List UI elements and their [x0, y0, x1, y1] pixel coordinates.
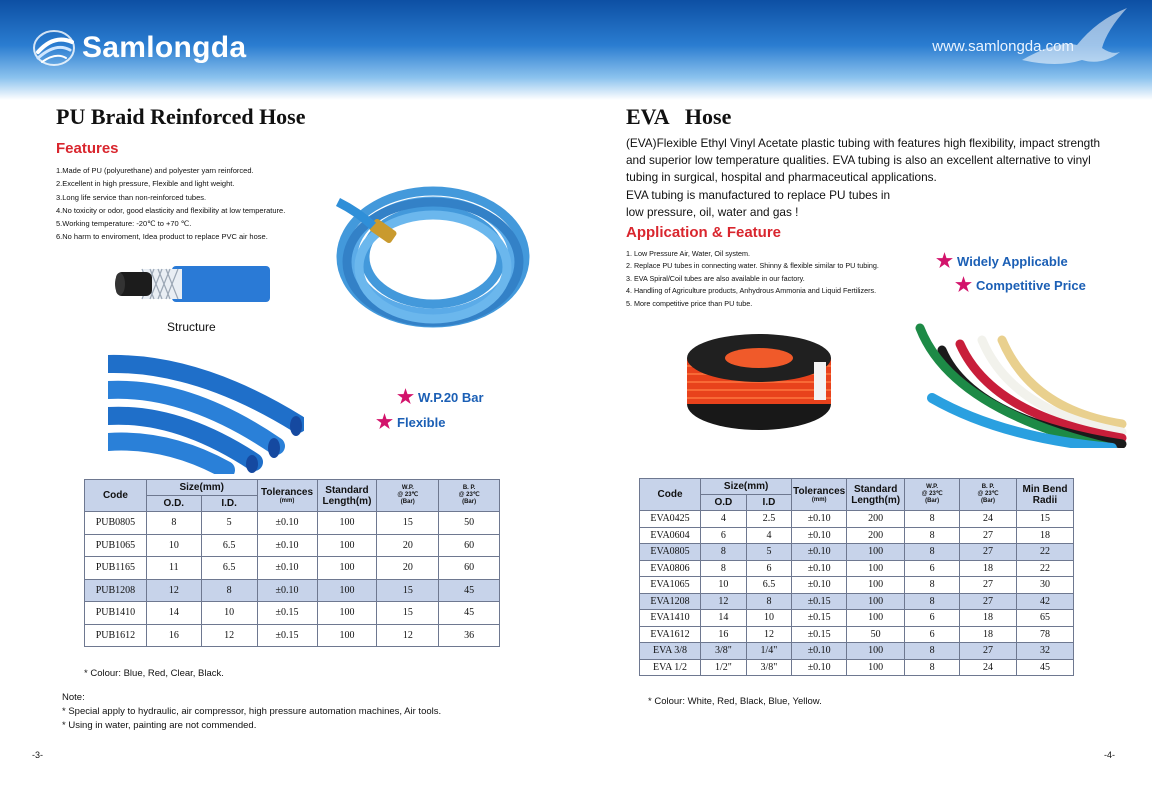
header-unit: (Bar)	[981, 498, 996, 504]
header-text: B. P.	[981, 484, 995, 490]
table-row	[85, 512, 500, 535]
table-cell: ±0.15	[792, 593, 847, 610]
table-cell: ±0.10	[792, 659, 847, 676]
table-cell: EVA0805	[640, 544, 701, 561]
brand-logo	[32, 28, 246, 68]
description-paragraph: (EVA)Flexible Ethyl Vinyl Acetate plastic tubing with features high flexibility, impact strength and superior low temperature qualities. EVA tubing is also an excellent alternative to vinyl tubing in surgical, hospital and pharmaceutical applications.	[626, 136, 1101, 185]
header-text: Length(m)	[322, 495, 372, 507]
table-cell: 100	[847, 560, 905, 577]
table-cell: 15	[377, 602, 439, 625]
application-item: 4. Handling of Agriculture products, Anhydrous Ammonia and Liquid Fertilizers.	[626, 286, 877, 296]
table-cell: ±0.10	[792, 560, 847, 577]
table-cell: 8	[146, 512, 201, 535]
table-cell: ±0.10	[792, 511, 847, 528]
table-cell: PUB1165	[85, 557, 147, 580]
column-header: O.D	[701, 495, 747, 511]
eva-description	[626, 135, 1106, 221]
table-cell: 8	[905, 544, 960, 561]
header-text: Standard	[325, 484, 369, 496]
table-row	[640, 544, 1074, 561]
table-cell: 1/4"	[746, 643, 792, 660]
table-row	[640, 610, 1074, 627]
highlight-text: Flexible	[397, 415, 446, 430]
column-header: Size(mm)	[146, 480, 257, 496]
table-cell: 100	[317, 602, 377, 625]
table-cell: 10	[146, 534, 201, 557]
table-row	[640, 527, 1074, 544]
feature-item: 5.Working temperature: -20℃ to +70 ℃.	[56, 219, 192, 229]
header-text: W.P.	[926, 484, 939, 490]
feature-item: 4.No toxicity or odor, good elasticity and flexibility at low temperature.	[56, 205, 286, 215]
table-cell: 14	[146, 602, 201, 625]
header-text: Tolerances	[260, 486, 314, 498]
table-cell: 22	[1016, 544, 1073, 561]
table-cell: 10	[201, 602, 257, 625]
table-cell: 12	[201, 624, 257, 647]
column-header	[257, 480, 317, 512]
star-icon: ★	[376, 412, 394, 433]
feature-item: 2.Excellent in high pressure, Flexible and light weight.	[56, 179, 235, 189]
eva-coloured-tubes-image	[912, 320, 1128, 448]
column-header: I.D	[746, 495, 792, 511]
table-cell: ±0.10	[257, 534, 317, 557]
table-cell: 12	[746, 626, 792, 643]
page-number-right: -4-	[1104, 750, 1115, 760]
highlight-competitive-price	[955, 276, 1086, 295]
table-cell: 10	[746, 610, 792, 627]
highlight-flexible	[376, 413, 445, 432]
table-cell: 60	[439, 557, 500, 580]
table-cell: 78	[1016, 626, 1073, 643]
header-banner	[0, 0, 1152, 100]
pu-hose-spec-table	[84, 479, 500, 647]
header-text: W.P.	[401, 485, 414, 491]
table-cell: 32	[1016, 643, 1073, 660]
header-unit: (Bar)	[400, 499, 415, 505]
header-unit: (Bar)	[462, 499, 477, 505]
table-cell: ±0.10	[792, 527, 847, 544]
header-unit: @ 23℃	[397, 492, 419, 498]
star-icon: ★	[936, 251, 954, 272]
header-unit: @ 23℃	[921, 491, 943, 497]
table-row	[640, 593, 1074, 610]
column-header: Code	[640, 479, 701, 511]
header-text: Tolerances	[793, 485, 846, 497]
header-unit: @ 23℃	[458, 492, 480, 498]
table-row	[640, 577, 1074, 594]
table-cell: 12	[701, 593, 747, 610]
table-cell: 8	[905, 659, 960, 676]
table-cell: 4	[746, 527, 792, 544]
table-cell: ±0.10	[792, 577, 847, 594]
table-cell: 8	[905, 527, 960, 544]
table-cell: 1/2"	[701, 659, 747, 676]
table-cell: EVA1208	[640, 593, 701, 610]
header-text: Min Bend	[1022, 483, 1068, 495]
table-cell: 100	[847, 643, 905, 660]
table-cell: 100	[847, 593, 905, 610]
brand-name: Samlongda	[82, 31, 247, 64]
table-cell: 6.5	[746, 577, 792, 594]
logo-swirl-icon	[32, 28, 76, 68]
table-cell: 2.5	[746, 511, 792, 528]
table-row	[640, 643, 1074, 660]
table-cell: ±0.15	[792, 626, 847, 643]
table-cell: 100	[317, 534, 377, 557]
table-cell: 45	[439, 579, 500, 602]
table-cell: 24	[960, 659, 1017, 676]
table-cell: 18	[960, 560, 1017, 577]
column-header	[905, 479, 960, 511]
table-cell: 200	[847, 511, 905, 528]
table-cell: EVA0806	[640, 560, 701, 577]
application-item: 5. More competitive price than PU tube.	[626, 298, 753, 308]
highlight-text: Widely Applicable	[957, 254, 1068, 269]
column-header: I.D.	[201, 496, 257, 512]
table-cell: 5	[746, 544, 792, 561]
table-cell: EVA1410	[640, 610, 701, 627]
pu-hose-title: PU Braid Reinforced Hose	[56, 104, 306, 129]
table-row	[640, 511, 1074, 528]
table-cell: 60	[439, 534, 500, 557]
table-cell: 6.5	[201, 534, 257, 557]
header-unit: (Bar)	[925, 498, 940, 504]
column-header: O.D.	[146, 496, 201, 512]
table-cell: PUB0805	[85, 512, 147, 535]
table-cell: ±0.15	[257, 602, 317, 625]
table-cell: EVA1065	[640, 577, 701, 594]
table-cell: 100	[847, 577, 905, 594]
table-cell: 5	[201, 512, 257, 535]
column-header	[317, 480, 377, 512]
table-cell: 20	[377, 534, 439, 557]
table-cell: ±0.15	[792, 610, 847, 627]
application-item: 1. Low Pressure Air, Water, Oil system.	[626, 249, 750, 258]
table-cell: 30	[1016, 577, 1073, 594]
table-cell: 100	[317, 624, 377, 647]
table-cell: 45	[1016, 659, 1073, 676]
feature-item: 1.Made of PU (polyurethane) and polyester yarn reinforced.	[56, 166, 254, 175]
table-cell: EVA0604	[640, 527, 701, 544]
table-cell: PUB1208	[85, 579, 147, 602]
application-item: 3. EVA Spiral/Coil tubes are also available in our factory.	[626, 273, 805, 283]
table-cell: 8	[201, 579, 257, 602]
table-cell: 65	[1016, 610, 1073, 627]
table-cell: ±0.10	[257, 579, 317, 602]
table-cell: 15	[1016, 511, 1073, 528]
table-cell: 16	[701, 626, 747, 643]
table-cell: 6	[701, 527, 747, 544]
application-heading: Application & Feature	[626, 224, 782, 241]
table-cell: 14	[701, 610, 747, 627]
table-cell: 12	[146, 579, 201, 602]
table-cell: 22	[1016, 560, 1073, 577]
column-header	[847, 479, 905, 511]
star-icon: ★	[397, 387, 415, 408]
table-cell: EVA1612	[640, 626, 701, 643]
table-cell: 8	[905, 577, 960, 594]
features-heading: Features	[56, 140, 119, 157]
table-row	[640, 560, 1074, 577]
table-cell: 24	[960, 511, 1017, 528]
table-cell: 36	[439, 624, 500, 647]
note-item: * Special apply to hydraulic, air compressor, high pressure automation machines, Air tools.	[62, 706, 442, 717]
column-header	[1016, 479, 1073, 511]
website-url[interactable]: www.samlongda.com	[932, 38, 1074, 55]
table-cell: 27	[960, 577, 1017, 594]
pu-hose-cut-image	[108, 354, 304, 474]
table-cell: 18	[960, 610, 1017, 627]
table-cell: 200	[847, 527, 905, 544]
table-cell: ±0.10	[257, 512, 317, 535]
column-header	[960, 479, 1017, 511]
column-header	[377, 480, 439, 512]
header-unit: (mm)	[279, 497, 295, 504]
table-cell: 100	[317, 557, 377, 580]
table-cell: 27	[960, 593, 1017, 610]
table-cell: 10	[701, 577, 747, 594]
table-cell: 6	[746, 560, 792, 577]
table-cell: 100	[317, 512, 377, 535]
table-cell: 8	[701, 560, 747, 577]
table-cell: 8	[905, 511, 960, 528]
table-cell: 6.5	[201, 557, 257, 580]
table-cell: 45	[439, 602, 500, 625]
table-cell: 3/8"	[746, 659, 792, 676]
application-list	[626, 248, 936, 310]
star-icon: ★	[955, 275, 973, 296]
header-unit: (mm)	[811, 496, 827, 503]
table-cell: EVA 3/8	[640, 643, 701, 660]
table-cell: 16	[146, 624, 201, 647]
table-cell: 27	[960, 544, 1017, 561]
table-cell: 3/8"	[701, 643, 747, 660]
table-cell: ±0.10	[792, 544, 847, 561]
table-cell: 100	[847, 544, 905, 561]
table-cell: 12	[377, 624, 439, 647]
structure-label: Structure	[167, 320, 216, 334]
table-cell: EVA0425	[640, 511, 701, 528]
table-cell: 50	[847, 626, 905, 643]
table-row	[85, 557, 500, 580]
table-cell: 18	[1016, 527, 1073, 544]
features-list	[56, 164, 346, 244]
eva-hose-spec-table	[639, 478, 1074, 676]
table-cell: 8	[905, 643, 960, 660]
table-cell: 8	[746, 593, 792, 610]
header-unit: @ 23℃	[977, 491, 999, 497]
table-row	[640, 626, 1074, 643]
pu-hose-coil-image	[318, 162, 538, 342]
highlight-widely-applicable	[936, 252, 1068, 271]
table-row	[85, 624, 500, 647]
note-heading: Note:	[62, 692, 85, 703]
header-text: Radii	[1032, 494, 1058, 506]
description-paragraph: low pressure, oil, water and gas !	[626, 204, 799, 219]
table-cell: EVA 1/2	[640, 659, 701, 676]
table-row	[85, 579, 500, 602]
eva-colour-note: * Colour: White, Red, Black, Blue, Yellow.	[648, 696, 822, 707]
table-cell: 6	[905, 610, 960, 627]
table-cell: 11	[146, 557, 201, 580]
table-cell: ±0.10	[792, 643, 847, 660]
application-item: 2. Replace PU tubes in connecting water. Shinny & flexible similar to PU tubing.	[626, 261, 879, 271]
header-text: B. P.	[462, 485, 476, 491]
hose-structure-image	[112, 258, 272, 310]
column-header	[792, 479, 847, 511]
page-number-left: -3-	[32, 750, 43, 760]
eva-hose-title: EVA Hose	[626, 104, 732, 129]
feature-item: 3.Long life service than non-reinforced tubes.	[56, 192, 207, 202]
table-cell: 100	[317, 579, 377, 602]
highlight-text: Competitive Price	[976, 278, 1086, 293]
table-cell: 15	[377, 579, 439, 602]
column-header: Size(mm)	[701, 479, 792, 495]
table-cell: PUB1065	[85, 534, 147, 557]
table-cell: ±0.10	[257, 557, 317, 580]
highlight-wp	[397, 388, 484, 407]
table-row	[85, 602, 500, 625]
column-header: Code	[85, 480, 147, 512]
eva-hose-reel-image	[676, 330, 842, 436]
table-cell: 6	[905, 560, 960, 577]
table-cell: PUB1410	[85, 602, 147, 625]
table-cell: ±0.15	[257, 624, 317, 647]
table-cell: 18	[960, 626, 1017, 643]
table-cell: 20	[377, 557, 439, 580]
pu-colour-note: * Colour: Blue, Red, Clear, Black.	[84, 668, 224, 679]
table-cell: 8	[905, 593, 960, 610]
note-item: * Using in water, painting are not commended.	[62, 720, 257, 731]
table-cell: 27	[960, 527, 1017, 544]
table-row	[640, 659, 1074, 676]
header-text: Standard	[853, 483, 898, 495]
table-cell: 50	[439, 512, 500, 535]
table-cell: 4	[701, 511, 747, 528]
table-row	[85, 534, 500, 557]
description-paragraph: EVA tubing is manufactured to replace PU tubes in	[626, 187, 891, 202]
feature-item: 6.No harm to enviroment, Idea product to replace PVC air hose.	[56, 232, 268, 242]
table-cell: 8	[701, 544, 747, 561]
column-header	[439, 480, 500, 512]
table-cell: 6	[905, 626, 960, 643]
table-cell: 27	[960, 643, 1017, 660]
table-cell: 100	[847, 659, 905, 676]
table-cell: 100	[847, 610, 905, 627]
table-cell: 42	[1016, 593, 1073, 610]
highlight-text: W.P.20 Bar	[418, 390, 484, 405]
table-cell: 15	[377, 512, 439, 535]
header-text: Length(m)	[851, 494, 901, 506]
table-cell: PUB1612	[85, 624, 147, 647]
